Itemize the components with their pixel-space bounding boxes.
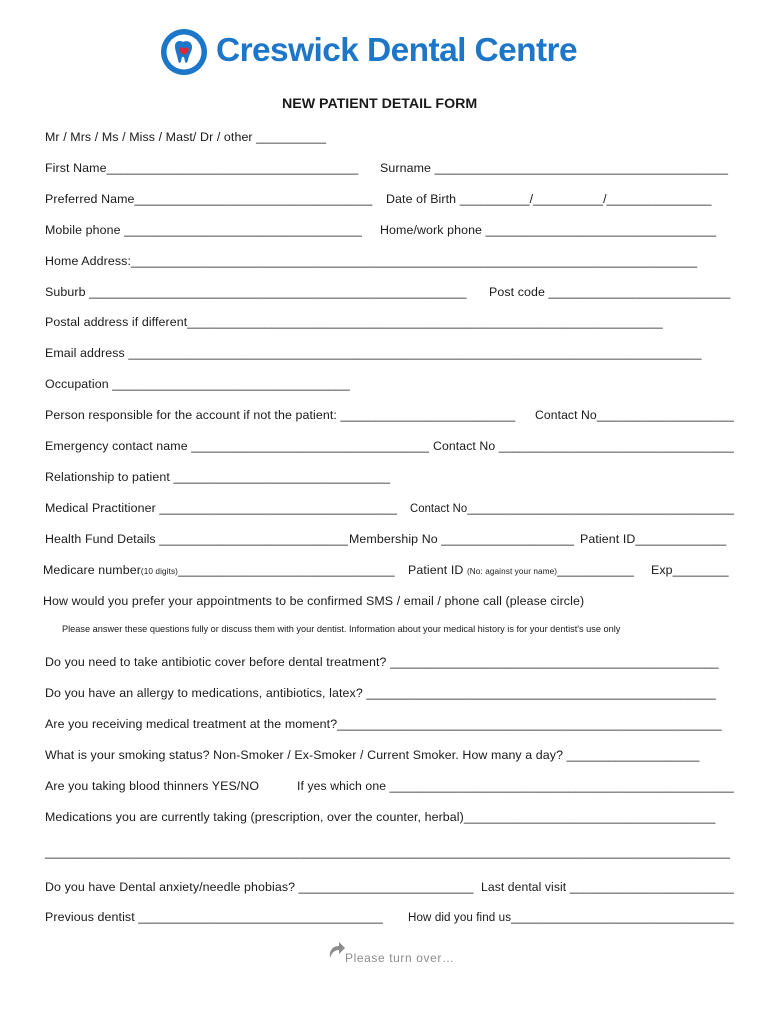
medical-treatment-question[interactable]: Are you receiving medical treatment at the moment?_______________________________________________________ [45, 717, 722, 731]
medical-practitioner-field[interactable]: Medical Practitioner __________________________________ [45, 501, 398, 515]
how-did-you-find-us-field[interactable]: How did you find us__________________________________ [408, 910, 734, 924]
medicare-line: _______________________________ [177, 563, 395, 577]
medicare-patient-id-line: ___________ [557, 563, 635, 577]
please-turn-over-text: Please turn over… [345, 951, 455, 965]
home-address-field[interactable]: Home Address:_________________________________________________________________________________ [45, 254, 698, 268]
postcode-field[interactable]: Post code __________________________ [489, 285, 731, 299]
membership-number-field[interactable]: Membership No ___________________ [349, 532, 575, 546]
medicare-patient-id-note: (No: against your name) [466, 567, 558, 576]
postal-address-field[interactable]: Postal address if different____________________________________________________________________ [45, 315, 663, 329]
preferred-name-field[interactable]: Preferred Name__________________________________ [45, 192, 373, 206]
medicare-number-field[interactable] [43, 563, 395, 577]
last-dental-visit-field[interactable]: Last dental visit ________________________ [481, 880, 735, 894]
suburb-field[interactable]: Suburb ______________________________________________________ [45, 285, 467, 299]
logo-text: Creswick Dental Centre [216, 32, 578, 69]
medicare-label: Medicare number [43, 563, 141, 577]
smoking-status-question[interactable]: What is your smoking status? Non-Smoker / Ex-Smoker / Current Smoker. How many a day? ___________________ [45, 748, 700, 762]
blood-thinners-which-field[interactable]: If yes which one __________________________________________________ [297, 779, 734, 793]
allergy-question[interactable]: Do you have an allergy to medications, antibiotics, latex? __________________________________________________ [45, 686, 716, 700]
emergency-contact-field[interactable]: Emergency contact name __________________________________ [45, 439, 429, 453]
relationship-field[interactable]: Relationship to patient _______________________________ [45, 470, 391, 484]
medications-continuation-line[interactable]: __________________________________________________________________________________________________ [45, 845, 731, 859]
mobile-phone-field[interactable]: Mobile phone __________________________________ [45, 223, 362, 237]
title-field[interactable]: Mr / Mrs / Ms / Miss / Mast/ Dr / other __________ [45, 130, 327, 144]
medicare-patient-id-field[interactable] [408, 563, 634, 577]
responsible-person-field[interactable]: Person responsible for the account if not the patient: _________________________ [45, 408, 516, 422]
dental-anxiety-question[interactable]: Do you have Dental anxiety/needle phobias? _________________________ [45, 880, 474, 894]
health-fund-field[interactable]: Health Fund Details ___________________________ [45, 532, 349, 546]
appointment-confirmation-question[interactable]: How would you prefer your appointments to be confirmed SMS / email / phone call (please circle) [43, 594, 585, 608]
responsible-contact-field[interactable]: Contact No____________________ [535, 408, 734, 422]
date-of-birth-field[interactable]: Date of Birth __________/__________/_______________ [386, 192, 712, 206]
emergency-contact-number-field[interactable]: Contact No __________________________________ [433, 439, 734, 453]
antibiotic-cover-question[interactable]: Do you need to take antibiotic cover before dental treatment? _______________________________________________ [45, 655, 719, 669]
clinic-logo [160, 28, 630, 76]
tooth-heart-icon [160, 28, 208, 76]
medicare-note: (10 digits) [140, 567, 178, 576]
home-work-phone-field[interactable]: Home/work phone _________________________________ [380, 223, 717, 237]
blood-thinners-question[interactable]: Are you taking blood thinners YES/NO [45, 779, 260, 793]
medical-history-notice: Please answer these questions fully or discuss them with your dentist. Information about your medical history is for your dentist's use only [62, 624, 621, 634]
medicare-patient-id-label: Patient ID [408, 563, 464, 577]
surname-field[interactable]: Surname __________________________________________ [380, 161, 729, 175]
patient-id-field[interactable]: Patient ID_____________ [580, 532, 727, 546]
medications-question[interactable]: Medications you are currently taking (prescription, over the counter, herbal)____________________________________ [45, 810, 716, 824]
form-title: NEW PATIENT DETAIL FORM [282, 96, 478, 112]
medicare-expiry-field[interactable]: Exp________ [651, 563, 729, 577]
practitioner-contact-field[interactable]: Contact No__________________________________________ [410, 501, 735, 515]
curved-arrow-icon [326, 940, 346, 960]
occupation-field[interactable]: Occupation __________________________________ [45, 377, 350, 391]
first-name-field[interactable]: First Name____________________________________ [45, 161, 359, 175]
email-field[interactable]: Email address __________________________________________________________________________________ [45, 346, 702, 360]
previous-dentist-field[interactable]: Previous dentist ___________________________________ [45, 910, 383, 924]
